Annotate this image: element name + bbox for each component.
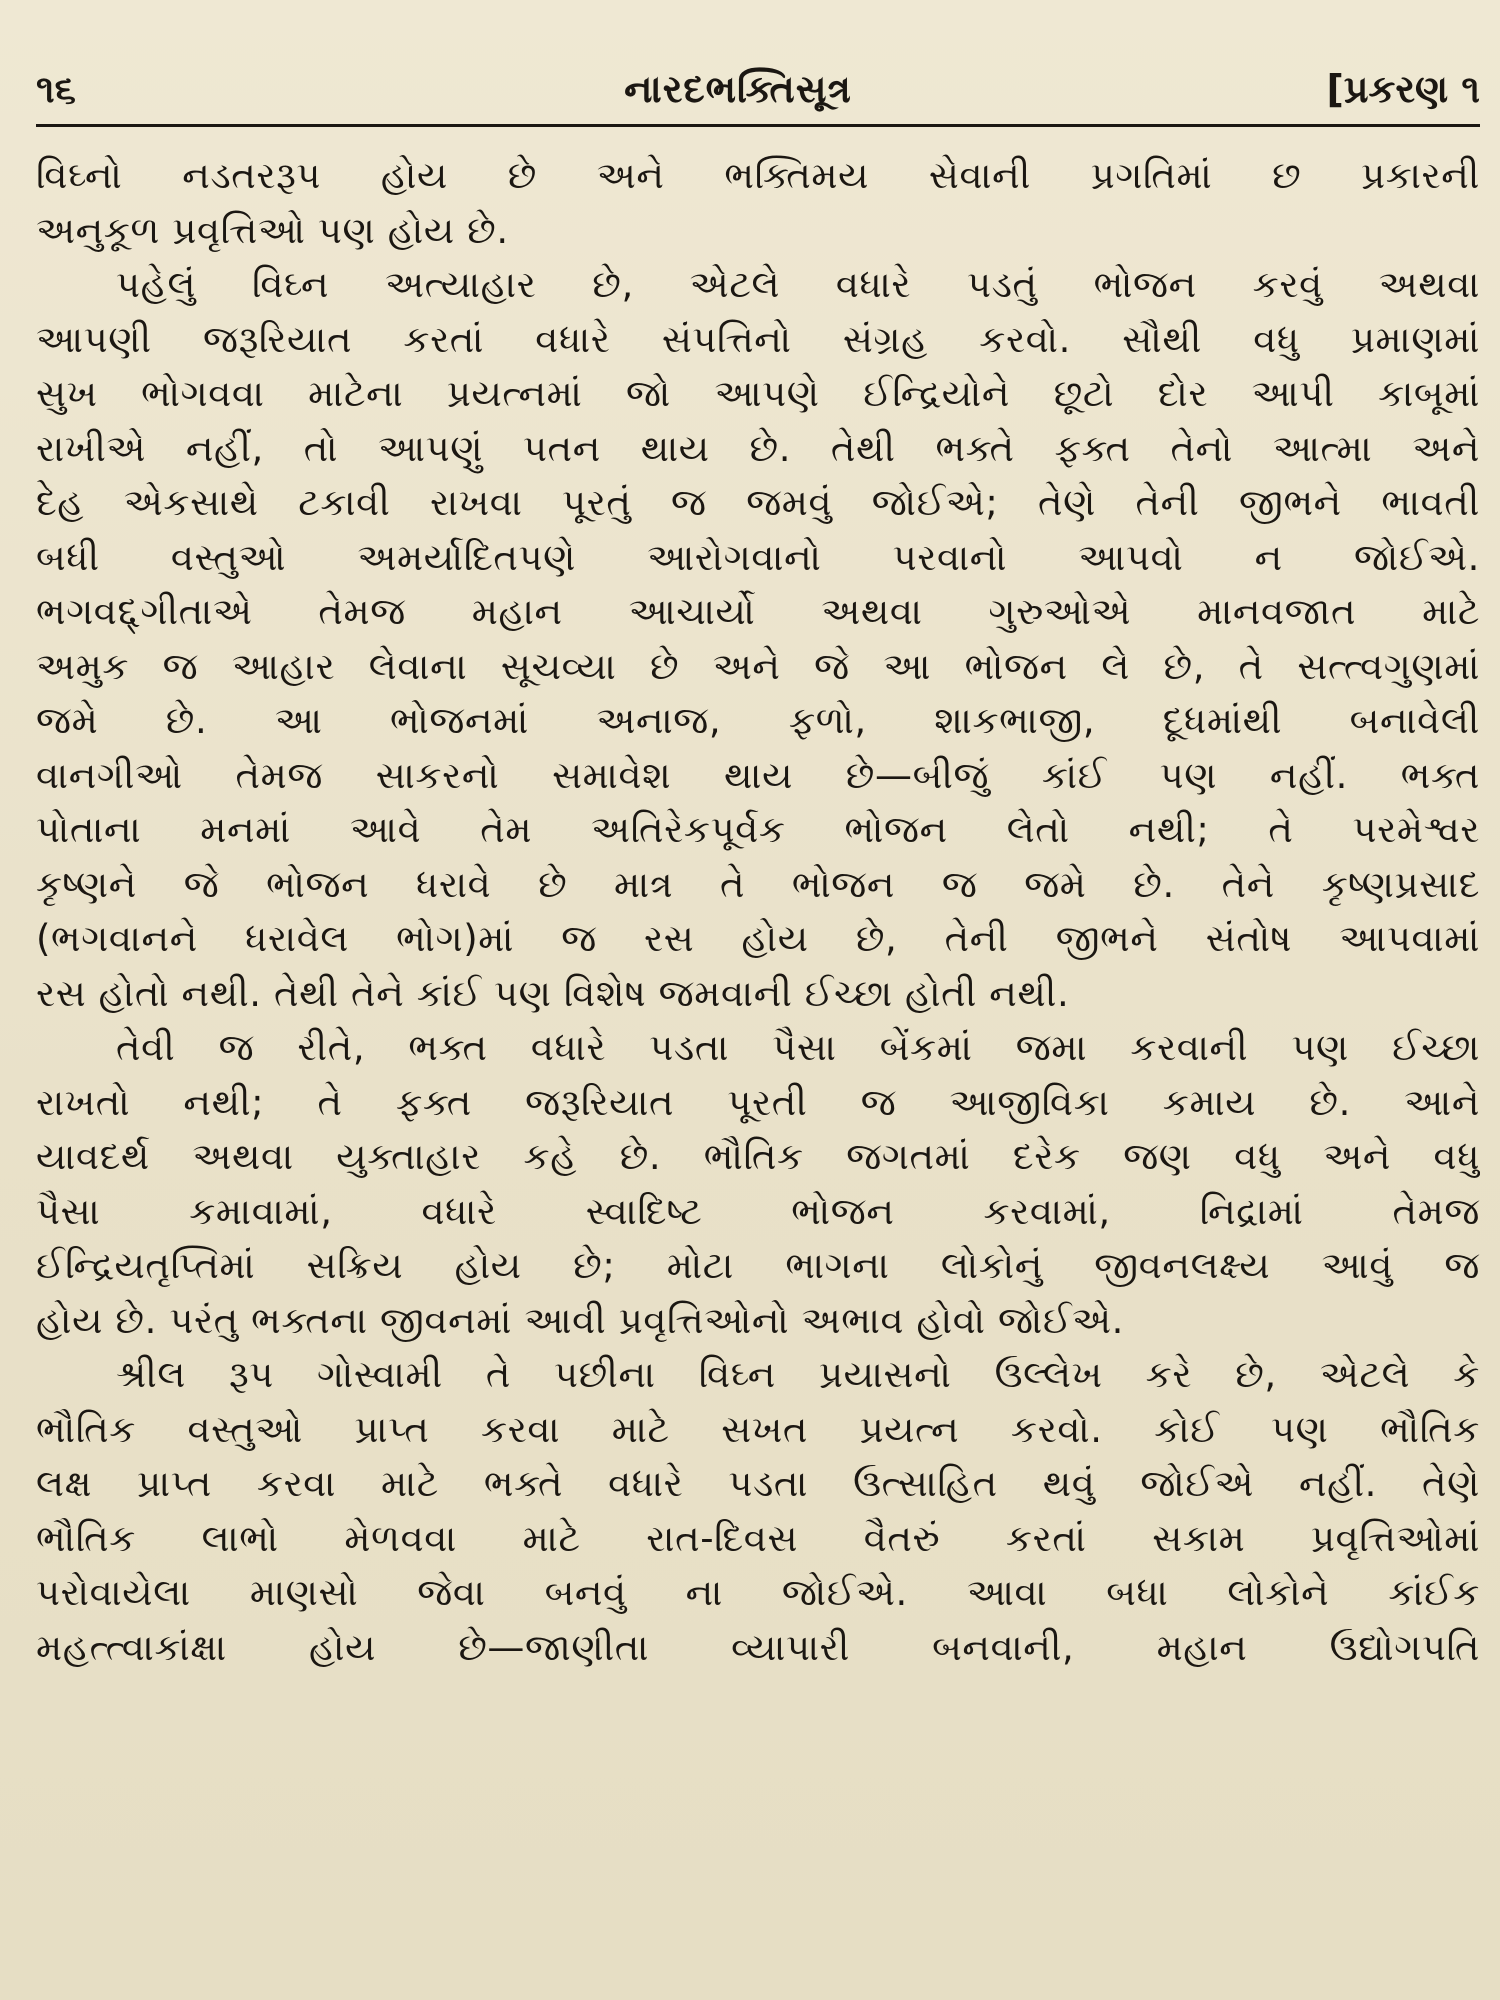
page-number: ૧૬	[36, 67, 76, 111]
text-line: યાવદર્થ અથવા યુક્તાહાર કહે છે. ભૌતિક જગતમાં દરેક જણ વધુ અને વધુ	[36, 1135, 1480, 1178]
text-line: ઈન્દ્રિયતૃપ્તિમાં સક્રિય હોય છે; મોટા ભાગના લોકોનું જીવનલક્ષ્ય આવું જ	[36, 1244, 1480, 1287]
chapter-label: [પ્રકરણ ૧	[1326, 67, 1480, 111]
running-title: નારદભક્તિસૂત્ર	[624, 67, 852, 111]
text-line: હોય છે. પરંતુ ભક્તના જીવનમાં આવી પ્રવૃત્તિઓનો અભાવ હોવો જોઈએ.	[36, 1298, 1124, 1342]
text-line: આપણી જરૂરિયાત કરતાં વધારે સંપત્તિનો સંગ્રહ કરવો. સૌથી વધુ પ્રમાણમાં	[36, 317, 1480, 361]
text-line: (ભગવાનને ધરાવેલ ભોગ)માં જ રસ હોય છે, તેની જીભને સંતોષ આપવામાં	[36, 917, 1480, 960]
text-line: પરોવાયેલા માણસો જેવા બનવું ના જોઈએ. આવા બધા લોકોને કાંઈક	[36, 1571, 1480, 1614]
text-line: રાખીએ નહીં, તો આપણું પતન થાય છે. તેથી ભક્તે ફક્ત તેનો આત્મા અને	[36, 426, 1480, 470]
text-line: પૈસા કમાવામાં, વધારે સ્વાદિષ્ટ ભોજન કરવામાં, નિદ્રામાં તેમજ	[36, 1189, 1480, 1233]
page-header	[36, 40, 1480, 127]
text-line: મહત્ત્વાકાંક્ષા હોય છે—જાણીતા વ્યાપારી બનવાની, મહાન ઉદ્યોગપતિ	[36, 1625, 1480, 1669]
text-line: જમે છે. આ ભોજનમાં અનાજ, ફળો, શાકભાજી, દૂધમાંથી બનાવેલી	[36, 699, 1480, 742]
text-line: લક્ષ પ્રાપ્ત કરવા માટે ભક્તે વધારે પડતા ઉત્સાહિત થવું જોઈએ નહીં. તેણે	[36, 1462, 1480, 1505]
text-line: ભૌતિક લાભો મેળવવા માટે રાત-દિવસ વૈતરું કરતાં સકામ પ્રવૃત્તિઓમાં	[36, 1516, 1480, 1560]
text-line: ભૌતિક વસ્તુઓ પ્રાપ્ત કરવા માટે સખત પ્રયત્ન કરવો. કોઈ પણ ભૌતિક	[36, 1407, 1480, 1451]
text-line: સુખ ભોગવવા માટેના પ્રયત્નમાં જો આપણે ઈન્દ્રિયોને છૂટો દોર આપી કાબૂમાં	[36, 372, 1480, 415]
text-line: પોતાના મનમાં આવે તેમ અતિરેકપૂર્વક ભોજન લેતો નથી; તે પરમેશ્વર	[36, 808, 1480, 851]
text-line: ભગવદ્દ્ગીતાએ તેમજ મહાન આચાર્યો અથવા ગુરુઓએ માનવજાત માટે	[36, 590, 1480, 633]
text-line: વિઘ્નો નડતરરૂપ હોય છે અને ભક્તિમય સેવાની પ્રગતિમાં છ પ્રકારની	[36, 154, 1480, 197]
text-line: પહેલું વિઘ્ન અત્યાહાર છે, એટલે વધારે પડતું ભોજન કરવું અથવા	[116, 263, 1480, 306]
text-line: અનુકૂળ પ્રવૃત્તિઓ પણ હોય છે.	[36, 208, 509, 252]
text-line: રાખતો નથી; તે ફક્ત જરૂરિયાત પૂરતી જ આજીવિકા કમાય છે. આને	[36, 1080, 1480, 1124]
text-line: રસ હોતો નથી. તેથી તેને કાંઈ પણ વિશેષ જમવાની ઈચ્છા હોતી નથી.	[36, 971, 1070, 1015]
text-line: વાનગીઓ તેમજ સાકરનો સમાવેશ થાય છે—બીજું કાંઈ પણ નહીં. ભક્ત	[36, 753, 1480, 797]
text-line: શ્રીલ રૂપ ગોસ્વામી તે પછીના વિઘ્ન પ્રયાસનો ઉલ્લેખ કરે છે, એટલે કે	[116, 1353, 1480, 1396]
text-line: કૃષ્ણને જે ભોજન ધરાવે છે માત્ર તે ભોજન જ જમે છે. તેને કૃષ્ણપ્રસાદ	[36, 862, 1480, 906]
text-line: બધી વસ્તુઓ અમર્યાદિતપણે આરોગવાનો પરવાનો આપવો ન જોઈએ.	[36, 535, 1480, 579]
text-line: અમુક જ આહાર લેવાના સૂચવ્યા છે અને જે આ ભોજન લે છે, તે સત્ત્વગુણમાં	[36, 644, 1480, 688]
text-line: દેહ એકસાથે ટકાવી રાખવા પૂરતું જ જમવું જોઈએ; તેણે તેની જીભને ભાવતી	[36, 481, 1480, 524]
body-text	[36, 149, 1480, 1675]
text-line: તેવી જ રીતે, ભક્ત વધારે પડતા પૈસા બેંકમાં જમા કરવાની પણ ઈચ્છા	[116, 1026, 1480, 1069]
